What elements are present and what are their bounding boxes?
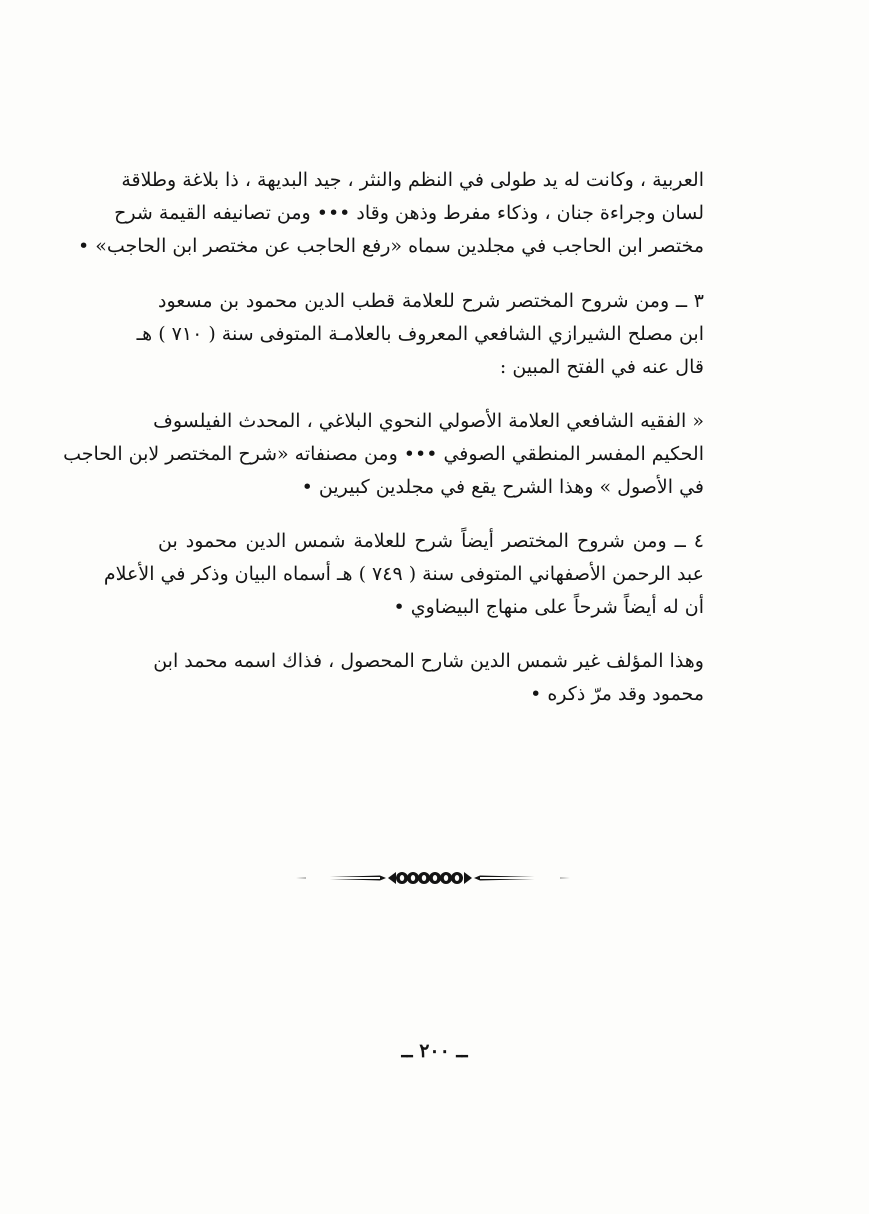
text-line: الحكيم المفسر المنطقي الصوفي ••• ومن مصنفاته «شرح المختصر لابن الحاجب <box>63 443 704 465</box>
text-line: العربية ، وكانت له يد طولى في النظم والنثر ، جيد البديهة ، ذا بلاغة وطلاقة <box>121 169 704 191</box>
text-line: قال عنه في الفتح المبين : <box>499 356 704 378</box>
text-line: ٣ ــ ومن شروح المختصر شرح للعلامة قطب الدين محمود بن مسعود <box>158 290 704 312</box>
text-line: محمود وقد مرّ ذكره • <box>530 683 704 705</box>
paragraph-4 <box>103 525 704 624</box>
paragraph-3 <box>63 405 704 504</box>
paragraph-1 <box>77 164 704 263</box>
text-line: أن له أيضاً شرحاً على منهاج البيضاوي • <box>393 596 704 618</box>
text-line: « الفقيه الشافعي العلامة الأصولي النحوي البلاغي ، المحدث الفيلسوف <box>153 410 704 432</box>
text-line: عبد الرحمن الأصفهاني المتوفى سنة ( ٧٤٩ ) هـ أسماه البيان وذكر في الأعلام <box>103 563 704 585</box>
text-line: في الأصول » وهذا الشرح يقع في مجلدين كبيرين • <box>301 476 704 498</box>
paragraph-2 <box>136 285 704 384</box>
page-number: ــ ٢٠٠ ــ <box>401 1040 468 1062</box>
text-line: ٤ ــ ومن شروح المختصر أيضاً شرح للعلامة شمس الدين محمود بن <box>158 530 704 552</box>
text-line: وهذا المؤلف غير شمس الدين شارح المحصول ، فذاك اسمه محمد ابن <box>153 650 704 672</box>
text-line: ابن مصلح الشيرازي الشافعي المعروف بالعلامـة المتوفى سنة ( ٧١٠ ) هـ <box>136 323 704 345</box>
text-line: مختصر ابن الحاجب في مجلدين سماه «رفع الحاجب عن مختصر ابن الحاجب» • <box>77 235 704 257</box>
paragraph-5 <box>153 645 704 711</box>
decorative-divider-icon <box>296 867 570 889</box>
text-line: لسان وجراءة جنان ، وذكاء مفرط وذهن وقاد ••• ومن تصانيفه القيمة شرح <box>114 202 704 224</box>
